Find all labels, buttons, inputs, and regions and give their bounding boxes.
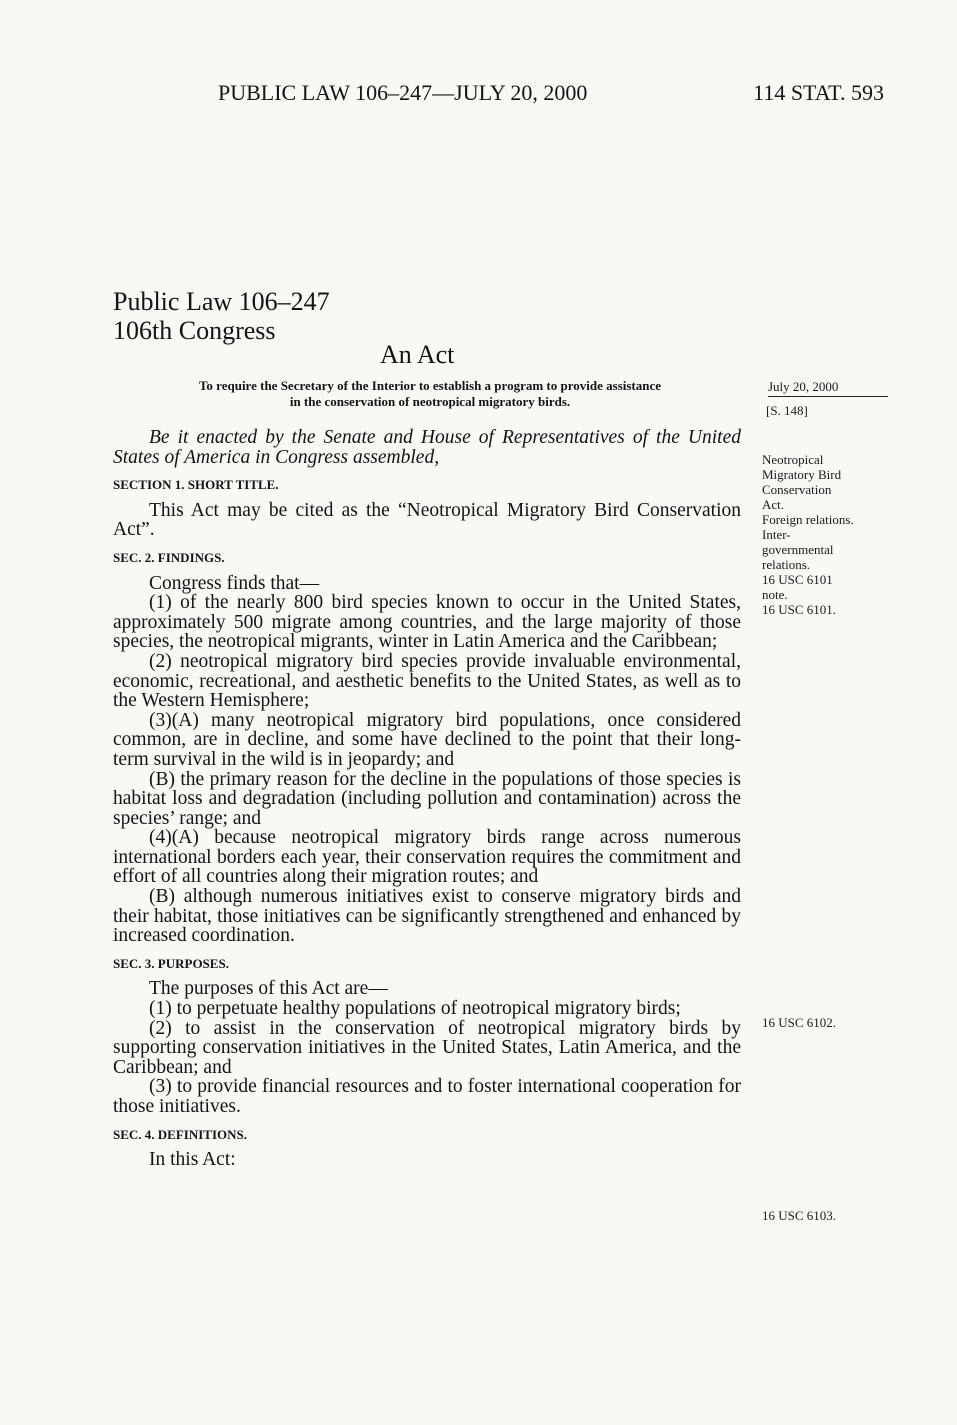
purpose-paragraph: (3) to provide financial resources and to foster international cooperation for those initiatives. [113,1076,741,1117]
finding-paragraph: (4)(A) because neotropical migratory birds range across numerous international borders each year, their conservation requires the commitment and effort of all countries along their migration routes; and [113,827,741,888]
margin-notes [762,452,892,617]
finding-paragraph: (3)(A) many neotropical migratory bird populations, once considered common, are in decline, and some have declined to the point that their long-term survival in the wild is in jeopardy; and [113,709,741,770]
finding-paragraph: (1) of the nearly 800 bird species known to occur in the United States, approximately 500 migrate among countries, and the large majority of those species, the neotropical migrants, winter in Latin America and the Caribbean; [113,592,741,653]
purpose-paragraph: (2) to assist in the conservation of neotropical migratory birds by supporting conservation initiatives in the United States, Latin America, and the Caribbean; and [113,1017,741,1078]
margin-note: Foreign relations. [762,512,854,527]
margin-note: Act. [762,497,785,512]
purpose-line: To require the Secretary of the Interior to establish a program to provide assistance [198,378,662,393]
section-heading: SEC. 3. PURPOSES. [113,955,229,971]
margin-note: relations. [762,557,811,572]
act-heading: An Act [380,340,455,369]
margin-note: Neotropical [762,452,824,467]
section-intro: Congress finds that— [149,572,320,594]
finding-paragraph: (B) although numerous initiatives exist to conserve migratory birds and their habitat, those initiatives can be significantly strengthened and enhanced by increased coordination. [113,886,741,947]
congress-number: 106th Congress [113,316,276,345]
margin-note: Migratory Bird [762,467,842,482]
section-intro: The purposes of this Act are— [149,978,388,1000]
purpose-line: in the conservation of neotropical migratory birds. [289,394,571,409]
law-title-block [113,287,330,345]
finding-paragraph: (2) neotropical migratory bird species provide invaluable environmental, economic, recreational, and aesthetic benefits to the United States, as well as to the Western Hemisphere; [113,650,741,712]
margin-note: governmental [762,542,834,557]
act-body [113,428,741,1170]
section-heading: SEC. 2. FINDINGS. [113,549,225,565]
margin-note: 16 USC 6101 [762,572,833,587]
margin-note-usc-6103: 16 USC 6103. [762,1208,837,1223]
margin-note: Inter- [762,527,791,542]
section-heading: SEC. 4. DEFINITIONS. [113,1126,248,1142]
finding-paragraph: (B) the primary reason for the decline in the populations of those species is habitat loss and degradation (including pollution and contamination) across the species’ range; and [113,768,741,829]
section-heading: SECTION 1. SHORT TITLE. [113,477,279,493]
section-intro: In this Act: [149,1149,236,1171]
margin-note: Conservation [762,482,832,497]
margin-note: note. [762,587,788,602]
header-citation: PUBLIC LAW 106–247—JULY 20, 2000 [218,80,588,105]
purpose-paragraph: (1) to perpetuate healthy populations of neotropical migratory birds; [149,998,681,1020]
public-law-number: Public Law 106–247 [113,287,330,316]
margin-note-usc-6102: 16 USC 6102. [762,1015,837,1030]
enactment-date: July 20, 2000 [768,379,888,397]
margin-note: 16 USC 6101. [762,602,837,617]
bill-number: [S. 148] [766,403,808,418]
enacting-clause: Be it enacted by the Senate and House of Representatives of the United States of America in Congress assembled, [113,427,741,468]
purpose-statement [120,378,740,410]
header-stat-page: 114 STAT. 593 [753,80,884,105]
section-text: This Act may be cited as the “Neotropical Migratory Bird Conservation Act”. [113,499,741,541]
